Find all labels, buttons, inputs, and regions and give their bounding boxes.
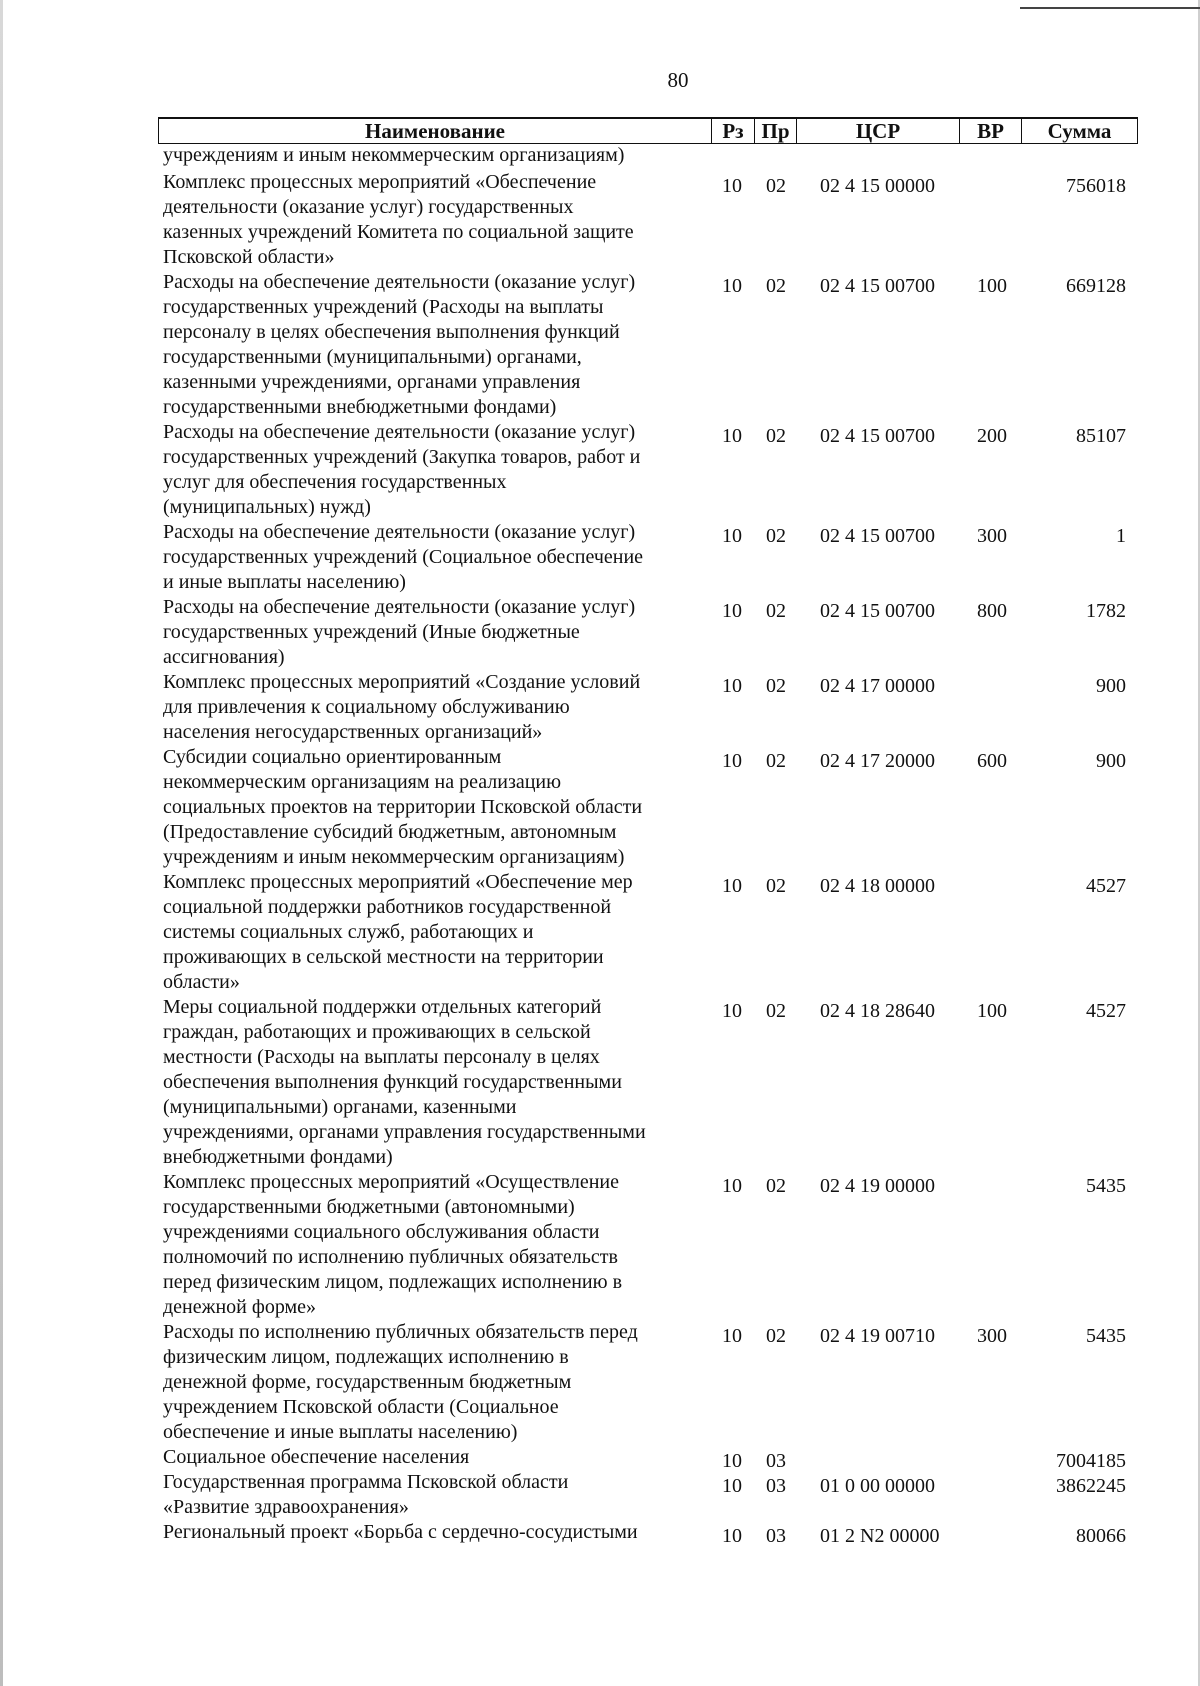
- row-csr: 02 4 19 00710: [820, 1325, 935, 1347]
- row-pr: 03: [766, 1475, 786, 1497]
- row-pr: 02: [766, 1000, 786, 1022]
- row-name-line: Комплекс процессных мероприятий «Обеспечение: [163, 171, 597, 193]
- row-name-line: Меры социальной поддержки отдельных категорий: [163, 996, 602, 1018]
- column-header-rz: Рз: [712, 119, 755, 143]
- column-header-csr: ЦСР: [797, 119, 960, 143]
- row-rz: 10: [722, 600, 742, 622]
- row-csr: 02 4 19 00000: [820, 1175, 935, 1197]
- row-name-line: государственных учреждений (Расходы на выплаты: [163, 296, 604, 318]
- row-name-line: государственных учреждений (Социальное обеспечение: [163, 546, 644, 568]
- row-pr: 03: [766, 1525, 786, 1547]
- row-name: [163, 170, 703, 270]
- row-name-line: учреждениям и иным некоммерческим организациям): [163, 846, 625, 868]
- row-name: [163, 1170, 703, 1320]
- row-sum: 756018: [1066, 175, 1126, 197]
- row-csr: 02 4 17 00000: [820, 675, 935, 697]
- row-name-line: социальной поддержки работников государственной: [163, 896, 612, 918]
- row-name-line: некоммерческим организациям на реализацию: [163, 771, 562, 793]
- row-name-line: деятельности (оказание услуг) государственных: [163, 196, 574, 218]
- row-rz: 10: [722, 425, 742, 447]
- row-csr: 02 4 15 00700: [820, 425, 935, 447]
- row-sum: 85107: [1076, 425, 1126, 447]
- row-pr: 02: [766, 675, 786, 697]
- row-name: [163, 270, 703, 420]
- row-name-line: государственными бюджетными (автономными): [163, 1196, 575, 1218]
- row-name-line: государственных учреждений (Закупка товаров, работ и: [163, 446, 641, 468]
- row-name: [163, 1470, 703, 1520]
- row-name-line: Социальное обеспечение населения: [163, 1446, 470, 1468]
- row-name-line: учреждениями, органами управления государственными: [163, 1121, 646, 1143]
- row-name-line: перед физическим лицом, подлежащих исполнению в: [163, 1271, 623, 1293]
- row-sum: 4527: [1086, 875, 1126, 897]
- row-name: [163, 520, 703, 595]
- row-name-line: внебюджетными фондами): [163, 1146, 393, 1168]
- row-name-line: услуг для обеспечения государственных: [163, 471, 507, 493]
- table-header: [158, 117, 1138, 144]
- row-name-line: обеспечение и иные выплаты населению): [163, 1421, 518, 1443]
- row-sum: 1: [1116, 525, 1126, 547]
- row-name: [163, 1445, 703, 1470]
- row-csr: 01 0 00 00000: [820, 1475, 935, 1497]
- row-name-line: населения негосударственных организаций»: [163, 721, 543, 743]
- row-name-line: Расходы на обеспечение деятельности (оказание услуг): [163, 596, 636, 618]
- row-name-line: и иные выплаты населению): [163, 571, 406, 593]
- row-name: [163, 420, 703, 520]
- row-csr: 02 4 15 00700: [820, 275, 935, 297]
- row-name: [163, 143, 703, 168]
- row-sum: 7004185: [1056, 1450, 1126, 1472]
- row-csr: 02 4 18 00000: [820, 875, 935, 897]
- row-name-line: Субсидии социально ориентированным: [163, 746, 502, 768]
- row-name-line: учреждениями социального обслуживания области: [163, 1221, 600, 1243]
- row-name-line: Государственная программа Псковской области: [163, 1471, 569, 1493]
- row-name-line: казенными учреждениями, органами управления: [163, 371, 581, 393]
- row-name: [163, 870, 703, 995]
- column-header-name: Наименование: [159, 119, 712, 143]
- row-pr: 02: [766, 175, 786, 197]
- row-pr: 02: [766, 1175, 786, 1197]
- row-name-line: проживающих в сельской местности на территории: [163, 946, 604, 968]
- row-rz: 10: [722, 1450, 742, 1472]
- row-name-line: полномочий по исполнению публичных обязательств: [163, 1246, 618, 1268]
- column-header-vr: ВР: [960, 119, 1022, 143]
- row-vr: 300: [977, 1325, 1007, 1347]
- scan-edge-top: [1020, 7, 1200, 9]
- row-name-line: Псковской области»: [163, 246, 335, 268]
- row-name-line: учреждением Псковской области (Социальное: [163, 1396, 559, 1418]
- row-name-line: Расходы на обеспечение деятельности (оказание услуг): [163, 421, 636, 443]
- row-rz: 10: [722, 875, 742, 897]
- row-sum: 1782: [1086, 600, 1126, 622]
- row-name-line: Комплекс процессных мероприятий «Создание условий: [163, 671, 641, 693]
- row-name-line: (муниципальными) органами, казенными: [163, 1096, 517, 1118]
- column-header-sum: Сумма: [1047, 118, 1112, 143]
- row-pr: 02: [766, 1325, 786, 1347]
- row-name-line: местности (Расходы на выплаты персоналу в целях: [163, 1046, 600, 1068]
- row-name-line: физическим лицом, подлежащих исполнению в: [163, 1346, 569, 1368]
- row-name-line: учреждениям и иным некоммерческим организациям): [163, 144, 625, 166]
- row-name: [163, 595, 703, 670]
- row-name-line: ассигнования): [163, 646, 285, 668]
- row-name: [163, 670, 703, 745]
- row-vr: 300: [977, 525, 1007, 547]
- row-name-line: обеспечения выполнения функций государственными: [163, 1071, 622, 1093]
- row-name-line: Расходы по исполнению публичных обязательств перед: [163, 1321, 638, 1343]
- row-name-line: денежной форме»: [163, 1296, 317, 1318]
- row-name-line: для привлечения к социальному обслуживанию: [163, 696, 570, 718]
- row-sum: 3862245: [1056, 1475, 1126, 1497]
- page-number: 80: [667, 68, 689, 92]
- row-pr: 02: [766, 275, 786, 297]
- row-sum: 900: [1096, 750, 1126, 772]
- row-name: [163, 995, 703, 1170]
- row-sum: 900: [1096, 675, 1126, 697]
- row-name-line: области»: [163, 971, 240, 993]
- row-name-line: денежной форме, государственным бюджетным: [163, 1371, 572, 1393]
- row-rz: 10: [722, 675, 742, 697]
- row-name-line: персоналу в целях обеспечения выполнения функций: [163, 321, 620, 343]
- row-rz: 10: [722, 275, 742, 297]
- row-rz: 10: [722, 1000, 742, 1022]
- row-name-line: (Предоставление субсидий бюджетным, автономным: [163, 821, 617, 843]
- row-sum: 5435: [1086, 1175, 1126, 1197]
- row-name-line: государственных учреждений (Иные бюджетные: [163, 621, 580, 643]
- column-header-pr: Пр: [755, 119, 797, 143]
- row-rz: 10: [722, 525, 742, 547]
- row-name-line: Комплекс процессных мероприятий «Осуществление: [163, 1171, 620, 1193]
- row-rz: 10: [722, 1175, 742, 1197]
- row-sum: 5435: [1086, 1325, 1126, 1347]
- row-name: [163, 745, 703, 870]
- row-name: [163, 1520, 703, 1545]
- row-csr: 02 4 15 00700: [820, 600, 935, 622]
- row-rz: 10: [722, 1525, 742, 1547]
- row-vr: 600: [977, 750, 1007, 772]
- row-sum: 4527: [1086, 1000, 1126, 1022]
- row-name-line: Комплекс процессных мероприятий «Обеспечение мер: [163, 871, 633, 893]
- row-rz: 10: [722, 175, 742, 197]
- row-sum: 669128: [1066, 275, 1126, 297]
- row-vr: 800: [977, 600, 1007, 622]
- row-name-line: государственными (муниципальными) органами,: [163, 346, 582, 368]
- row-rz: 10: [722, 750, 742, 772]
- row-name-line: «Развитие здравоохранения»: [163, 1496, 409, 1518]
- row-csr: 02 4 15 00700: [820, 525, 935, 547]
- row-rz: 10: [722, 1325, 742, 1347]
- row-name-line: Расходы на обеспечение деятельности (оказание услуг): [163, 521, 636, 543]
- row-pr: 02: [766, 525, 786, 547]
- row-pr: 02: [766, 750, 786, 772]
- row-pr: 03: [766, 1450, 786, 1472]
- row-name-line: Региональный проект «Борьба с сердечно-сосудистыми: [163, 1521, 638, 1543]
- row-sum: 80066: [1076, 1525, 1126, 1547]
- row-name-line: граждан, работающих и проживающих в сельской: [163, 1021, 591, 1043]
- row-name-line: казенных учреждений Комитета по социальной защите: [163, 221, 634, 243]
- row-name-line: системы социальных служб, работающих и: [163, 921, 534, 943]
- row-name: [163, 1320, 703, 1445]
- row-pr: 02: [766, 600, 786, 622]
- row-csr: 01 2 N2 00000: [820, 1525, 940, 1547]
- row-pr: 02: [766, 425, 786, 447]
- row-vr: 100: [977, 1000, 1007, 1022]
- row-name-line: социальных проектов на территории Псковской области: [163, 796, 643, 818]
- row-name-line: (муниципальных) нужд): [163, 496, 371, 518]
- row-vr: 100: [977, 275, 1007, 297]
- row-rz: 10: [722, 1475, 742, 1497]
- scan-edge-left: [0, 0, 3, 1686]
- row-vr: 200: [977, 425, 1007, 447]
- row-pr: 02: [766, 875, 786, 897]
- row-csr: 02 4 18 28640: [820, 1000, 935, 1022]
- row-csr: 02 4 17 20000: [820, 750, 935, 772]
- row-name-line: Расходы на обеспечение деятельности (оказание услуг): [163, 271, 636, 293]
- row-csr: 02 4 15 00000: [820, 175, 935, 197]
- row-name-line: государственными внебюджетными фондами): [163, 396, 557, 418]
